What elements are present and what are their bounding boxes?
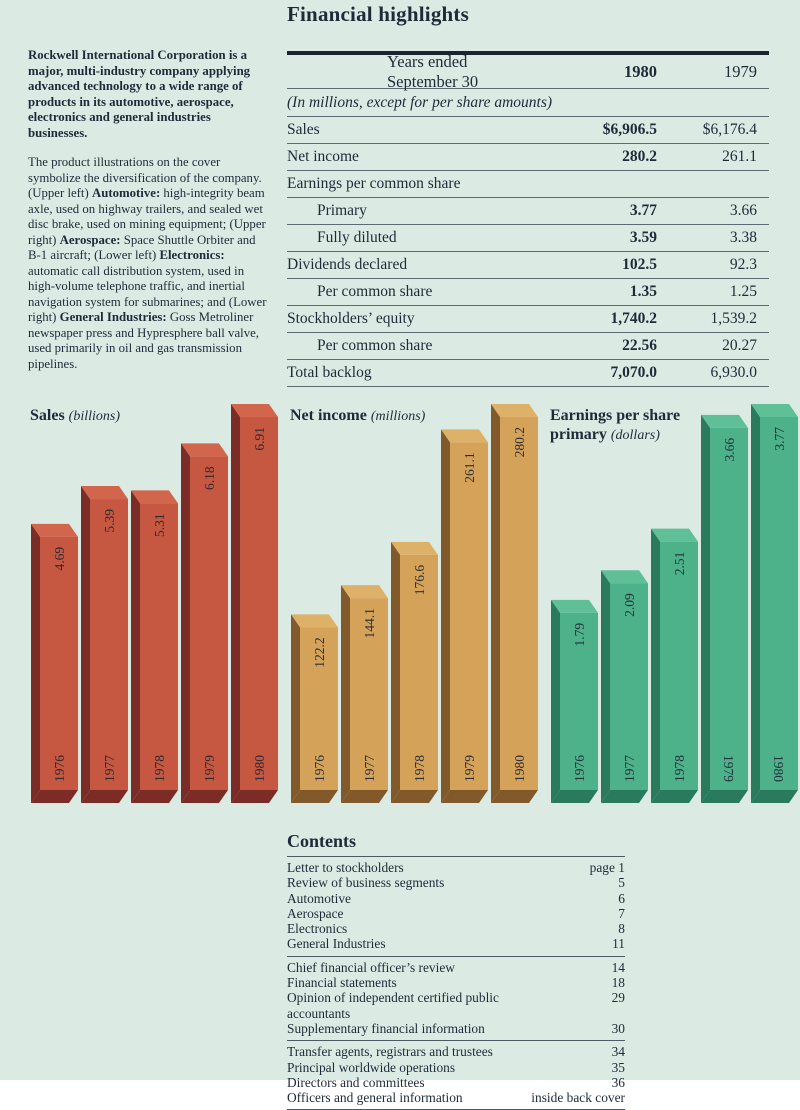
bar-value-label: 4.69 — [52, 546, 67, 571]
text-run: automatic call distribution system, used in high-volume telephone traffic, and inertial navigation system for submarines; and (Lower right) — [28, 263, 267, 324]
bar-year-label: 1977 — [102, 755, 117, 782]
bar-value-label: 176.6 — [412, 564, 427, 596]
chart-eps — [548, 398, 800, 823]
sidebar-intro-paragraph — [28, 48, 268, 141]
bold-text-run: Aerospace: — [59, 232, 121, 247]
table-row — [287, 252, 769, 279]
value-1980: 22.56 — [622, 337, 657, 354]
contents-label: Principal worldwide operations — [287, 1059, 456, 1075]
contents-label: Letter to stockholders — [287, 860, 404, 875]
contents-label: Chief financial officer’s review — [287, 959, 455, 975]
page-title: Financial highlights — [287, 2, 469, 26]
contents-row — [287, 1090, 625, 1105]
bar-front-face — [40, 537, 78, 790]
bar-year-label: 1976 — [572, 755, 587, 782]
bar-value-label: 2.51 — [672, 551, 687, 576]
table-row — [287, 306, 769, 333]
chart-title: Net income (millions) — [290, 407, 426, 424]
contents-label: Officers and general information — [287, 1090, 463, 1106]
bar-value-label: 261.1 — [462, 452, 477, 483]
contents-label: Aerospace — [287, 905, 344, 921]
bar-1979 — [181, 443, 228, 803]
contents-page-number: 5 — [618, 875, 625, 891]
bar-side-face — [601, 570, 610, 803]
contents-page-number: 14 — [611, 959, 625, 975]
contents-page-number: 6 — [618, 890, 625, 906]
bold-text-run: Automotive: — [91, 186, 161, 200]
bar-year-label: 1976 — [312, 755, 327, 782]
table-row — [287, 198, 769, 225]
bold-text-run: Electronics: — [159, 248, 225, 262]
contents-row — [287, 975, 625, 990]
contents-page-number: 29 — [611, 990, 625, 1006]
chart-title: primary (dollars) — [550, 426, 660, 443]
bar-year-label: 1978 — [412, 755, 427, 782]
sidebar — [28, 48, 268, 386]
table-row — [287, 225, 769, 252]
bar-side-face — [291, 614, 300, 803]
bar-1978 — [391, 542, 438, 803]
table-row — [287, 171, 769, 198]
bar-front-face — [90, 499, 128, 790]
bar-side-face — [231, 404, 240, 803]
bar-value-label: 6.91 — [252, 427, 267, 451]
chart-net-income — [288, 398, 540, 823]
contents-page-number: 35 — [611, 1059, 625, 1075]
bar-1976 — [551, 600, 598, 803]
text-run: The product illustrations on the cover symbolize the diversification of the company. (Upper left) — [28, 155, 262, 200]
row-label: Fully diluted — [317, 229, 397, 246]
contents-group — [287, 956, 625, 1040]
bar-value-label: 144.1 — [362, 608, 377, 639]
table-row — [287, 144, 769, 171]
value-1979: 92.3 — [729, 256, 757, 273]
value-1979: 6,930.0 — [710, 364, 757, 381]
text-run: Goss Metroliner newspaper press and Hypresphere ball valve, used primarily in oil and gas transmission pipelines. — [28, 310, 259, 371]
bar-1979 — [441, 429, 488, 803]
bar-side-face — [341, 585, 350, 803]
value-1979: 1,539.2 — [710, 310, 757, 327]
charts-row — [28, 398, 800, 823]
table-note-row — [287, 89, 769, 117]
table-header-1980: 1980 — [624, 61, 657, 81]
contents-row — [287, 1044, 625, 1059]
bar-year-label: 1980 — [512, 755, 527, 782]
bar-side-face — [81, 486, 90, 803]
row-label: Stockholders’ equity — [287, 310, 415, 327]
bar-value-label: 3.77 — [772, 427, 787, 451]
bar-side-face — [31, 524, 40, 803]
bar-year-label: 1978 — [672, 755, 687, 782]
bar-year-label: 1976 — [52, 755, 67, 782]
bold-text-run: Rockwell International Corporation is a major, multi-industry company applying advanced technology to a wide range of products in its automotive, aerospace, electronics and general industries businesses. — [28, 48, 251, 140]
value-1979: 3.66 — [729, 202, 757, 219]
table-row — [287, 117, 769, 144]
table-header-label: Years ended September 30 — [387, 51, 479, 91]
bar-1977 — [81, 486, 128, 803]
contents-row — [287, 1075, 625, 1090]
bar-side-face — [651, 529, 660, 803]
bar-value-label: 122.2 — [312, 637, 327, 668]
bar-year-label: 1978 — [152, 755, 167, 782]
bar-1978 — [131, 490, 178, 803]
bold-text-run: General Industries: — [59, 310, 167, 324]
bar-year-label: 1979 — [462, 755, 477, 782]
table-row — [287, 333, 769, 360]
bar-side-face — [491, 404, 500, 803]
bar-front-face — [450, 442, 488, 790]
value-1980: 280.2 — [622, 148, 657, 165]
contents-row — [287, 906, 625, 921]
contents-label: Opinion of independent certified public accountants — [287, 990, 499, 1021]
contents-page-number: 36 — [611, 1074, 625, 1090]
bar-1976 — [291, 614, 338, 803]
row-label: Primary — [317, 202, 367, 219]
bar-front-face — [240, 417, 278, 790]
contents-row — [287, 1021, 625, 1036]
bar-side-face — [701, 415, 710, 803]
text-run: high-integrity beam axle, used on highway trailers, and sealed wet disc brake, used on mining equipment; (Upper right) — [28, 186, 266, 247]
value-1979: 20.27 — [722, 337, 757, 354]
bar-year-label: 1977 — [362, 755, 377, 782]
bar-front-face — [660, 542, 698, 790]
contents-list — [287, 856, 625, 1110]
bar-side-face — [551, 600, 560, 803]
bar-value-label: 2.09 — [622, 593, 637, 617]
value-1980: 3.77 — [629, 202, 657, 219]
contents-page-number: 8 — [618, 921, 625, 937]
contents-group — [287, 1040, 625, 1109]
row-label: Dividends declared — [287, 256, 408, 273]
bar-front-face — [190, 456, 228, 790]
contents-section — [287, 831, 625, 1110]
row-label: Net income — [287, 148, 359, 165]
contents-row — [287, 875, 625, 890]
bar-value-label: 6.18 — [202, 466, 217, 491]
contents-row — [287, 891, 625, 906]
bar-side-face — [131, 490, 140, 803]
contents-label: Transfer agents, registrars and trustees — [287, 1044, 493, 1060]
bar-1977 — [341, 585, 388, 803]
sidebar-cover-paragraph — [28, 155, 268, 372]
contents-page-number: 11 — [612, 936, 625, 952]
contents-row — [287, 860, 625, 875]
contents-label: Automotive — [287, 890, 351, 906]
contents-row — [287, 921, 625, 936]
text-run: Space Shuttle Orbiter and B-1 aircraft; (Lower left) — [28, 232, 256, 262]
value-1980: 7,070.0 — [610, 364, 657, 381]
value-1980: 3.59 — [629, 229, 657, 246]
bar-year-label: 1980 — [252, 755, 267, 782]
table-row — [287, 279, 769, 306]
contents-page-number: 34 — [611, 1044, 625, 1060]
bar-side-face — [391, 542, 400, 803]
bar-side-face — [181, 443, 190, 803]
bar-year-label: 1979 — [202, 755, 217, 782]
value-1980: $6,906.5 — [602, 121, 657, 138]
contents-label: Directors and committees — [287, 1074, 425, 1090]
bar-year-label: 1979 — [721, 755, 736, 782]
row-label: Per common share — [317, 337, 433, 354]
contents-title: Contents — [287, 831, 357, 851]
row-label: Total backlog — [287, 364, 372, 381]
bar-1977 — [601, 570, 648, 803]
contents-row — [287, 960, 625, 975]
bar-1979 — [701, 415, 748, 803]
bar-1980 — [491, 404, 538, 803]
financial-highlights-table — [287, 51, 769, 387]
bar-year-label: 1980 — [771, 755, 786, 782]
contents-row — [287, 990, 625, 1021]
bar-side-face — [441, 429, 450, 803]
bar-1980 — [751, 404, 798, 803]
contents-label: General Industries — [287, 936, 386, 952]
bar-front-face — [140, 503, 178, 790]
bar-1980 — [231, 404, 278, 803]
contents-label: Supplementary financial information — [287, 1020, 485, 1036]
contents-row — [287, 1060, 625, 1075]
chart-title: Sales (billions) — [30, 407, 121, 424]
bar-front-face — [760, 417, 798, 790]
table-header-row — [287, 51, 769, 91]
value-1979: 261.1 — [722, 148, 757, 165]
contents-page-number: 30 — [611, 1020, 625, 1036]
contents-page-number: 7 — [618, 905, 625, 921]
bar-value-label: 1.79 — [572, 622, 587, 647]
contents-page-number: page 1 — [589, 860, 625, 875]
bar-value-label: 5.39 — [102, 509, 117, 533]
contents-row — [287, 936, 625, 951]
contents-label: Financial statements — [287, 975, 397, 991]
contents-label: Electronics — [287, 921, 348, 937]
table-header-1979: 1979 — [724, 61, 757, 81]
value-1980: 102.5 — [622, 256, 657, 273]
row-label: Earnings per common share — [287, 175, 461, 192]
row-label: Sales — [287, 121, 320, 138]
bar-1976 — [31, 524, 78, 803]
bar-1978 — [651, 529, 698, 803]
contents-page-number: 18 — [611, 975, 625, 991]
bar-front-face — [710, 428, 748, 790]
value-1980: 1,740.2 — [610, 310, 657, 327]
chart-title: Earnings per share — [550, 407, 681, 424]
bar-front-face — [500, 417, 538, 790]
bar-year-label: 1977 — [622, 755, 637, 782]
contents-group — [287, 857, 625, 956]
bar-value-label: 3.66 — [722, 437, 737, 462]
bar-side-face — [751, 404, 760, 803]
table-body — [287, 117, 769, 387]
value-1979: 3.38 — [729, 229, 757, 246]
table-note: (In millions, except for per share amounts) — [287, 93, 553, 111]
bar-value-label: 5.31 — [152, 513, 167, 537]
row-label: Per common share — [317, 283, 433, 300]
table-row — [287, 360, 769, 387]
chart-sales — [28, 398, 280, 823]
value-1979: $6,176.4 — [702, 121, 757, 138]
value-1980: 1.35 — [629, 283, 657, 300]
contents-label: Review of business segments — [287, 875, 445, 891]
contents-page-number: inside back cover — [531, 1090, 625, 1106]
bar-value-label: 280.2 — [512, 427, 527, 458]
value-1979: 1.25 — [729, 283, 757, 300]
